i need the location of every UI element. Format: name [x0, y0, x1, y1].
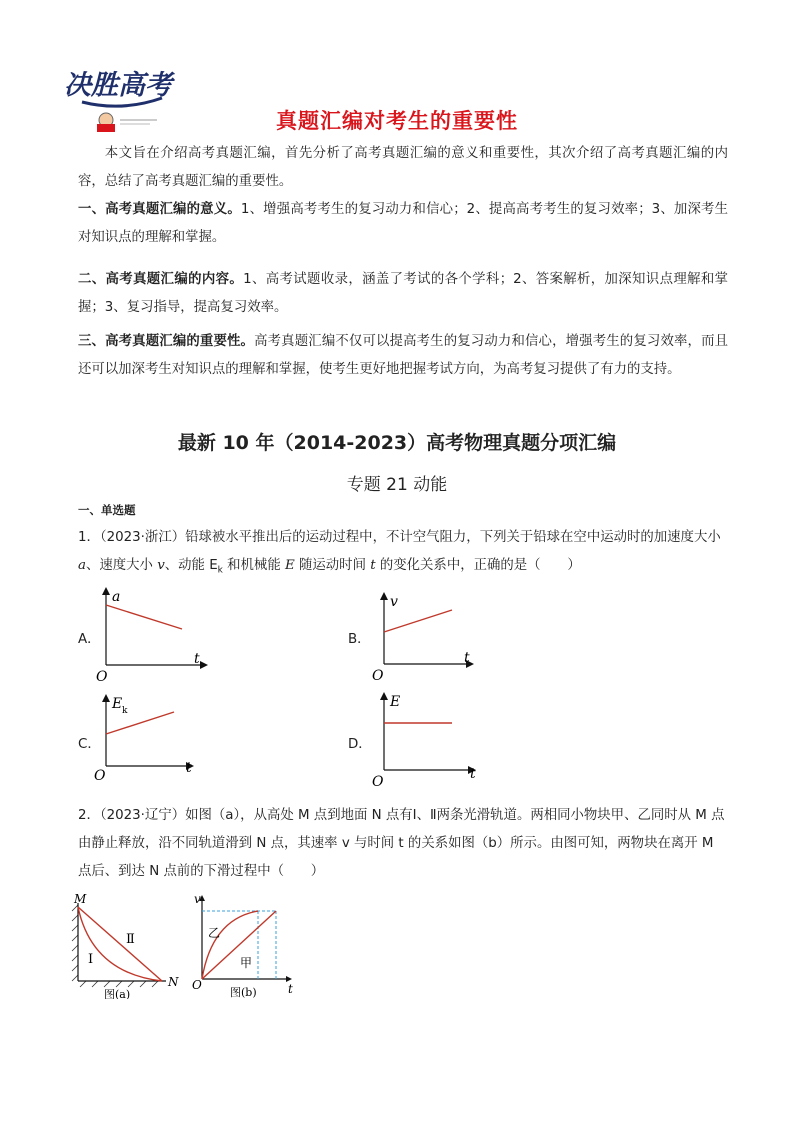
- q1-var-v: v: [157, 558, 165, 573]
- track-1-label: Ⅰ: [88, 952, 94, 967]
- section-content-body: 1、高考试题收录，涵盖了考试的各个学科；2、答案解析，加深知识点理解和掌握；3、复习指导，提高复习效率。: [78, 272, 728, 315]
- option-d-label[interactable]: D．: [348, 737, 372, 752]
- option-b-line: [384, 610, 452, 632]
- option-d-origin: O: [372, 774, 384, 790]
- intro-paragraph: 本文旨在介绍高考真题汇编，首先分析了高考真题汇编的意义和重要性，其次介绍了高考真题汇编的内容，总结了高考真题汇编的重要性。: [78, 146, 728, 189]
- option-c-label[interactable]: C．: [78, 737, 101, 752]
- document-title: 最新 10 年（2014-2023）高考物理真题分项汇编: [177, 432, 617, 454]
- q1-stem-part: 随运动时间: [294, 558, 371, 573]
- section-meaning-head: 一、高考真题汇编的意义。: [78, 202, 241, 217]
- label-jia: 甲: [240, 956, 253, 970]
- option-a-origin: O: [96, 669, 108, 685]
- section-content-head: 二、高考真题汇编的内容。: [78, 272, 244, 287]
- track-2-label: Ⅱ: [126, 932, 135, 947]
- figure-a: [68, 893, 186, 999]
- figure-b-caption: 图(b): [230, 986, 257, 999]
- document-subtitle: 专题 21 动能: [346, 475, 448, 495]
- q1-var-a: a: [78, 558, 86, 573]
- option-b-origin: O: [372, 668, 384, 684]
- option-c-origin: O: [94, 768, 106, 784]
- figure-b-origin: O: [192, 978, 202, 992]
- option-a-ylabel: a: [112, 589, 121, 605]
- option-b-ylabel: v: [390, 594, 398, 610]
- figure-b: [190, 893, 300, 999]
- option-d-graph[interactable]: [370, 690, 485, 790]
- option-a-label[interactable]: A．: [78, 632, 101, 647]
- section-meaning-body: 1、增强高考考生的复习动力和信心；2、提高高考考生的复习效率；3、加深考生对知识点的理解和掌握。: [78, 202, 729, 245]
- point-M-label: M: [74, 893, 87, 906]
- option-b-xlabel: t: [464, 650, 470, 666]
- figure-a-caption: 图(a): [104, 988, 131, 999]
- section-meaning: [78, 196, 728, 252]
- figure-b-v-label: v: [194, 893, 201, 906]
- option-c-ylabel: E: [112, 696, 123, 712]
- q1-var-t: t: [370, 558, 376, 573]
- option-b-label[interactable]: B．: [348, 632, 371, 647]
- option-c-line: [106, 712, 174, 734]
- track-2-line: [78, 907, 162, 981]
- question-2-stem: 2．（2023·辽宁）如图（a），从高处 M 点到地面 N 点有Ⅰ、Ⅱ两条光滑轨道。两相同小物块甲、乙同时从 M 点由静止释放，沿不同轨道滑到 N 点，其速率 v 与时间 t 的关系如图（b）所示。由图可知，两物块在离开 M 点后、到达 N 点前的下滑过程中（ ）: [78, 808, 725, 879]
- label-yi: 乙: [208, 926, 221, 940]
- option-d-xlabel: t: [470, 766, 476, 782]
- q1-stem-part: 的变化关系中，正确的是（ ）: [375, 558, 581, 573]
- q1-sub-k: k: [217, 565, 223, 576]
- option-b-graph[interactable]: [370, 590, 480, 685]
- figure-b-t-label: t: [288, 982, 293, 996]
- option-a-graph[interactable]: [92, 585, 212, 685]
- section-importance: [78, 328, 728, 384]
- intro-title: 真题汇编对考生的重要性: [276, 109, 518, 133]
- q1-stem-part: 、速度大小: [85, 558, 158, 573]
- point-N-label: N: [168, 975, 179, 989]
- section-importance-head: 三、高考真题汇编的重要性。: [78, 334, 255, 349]
- section-heading: 一、单选题: [78, 503, 136, 517]
- option-d-ylabel: E: [390, 694, 401, 710]
- option-a-line: [106, 605, 182, 629]
- q1-var-E: E: [284, 558, 295, 573]
- section-content: [78, 266, 728, 322]
- option-c-ysub: k: [122, 706, 128, 716]
- q1-stem-part: 、动能 E: [164, 558, 218, 573]
- question-1-stem: [78, 524, 728, 585]
- logo-text: 决胜高考: [64, 70, 172, 101]
- q1-stem-part: 和机械能: [222, 558, 285, 573]
- option-c-graph[interactable]: [92, 692, 207, 787]
- option-a-xlabel: t: [194, 651, 200, 667]
- option-c-xlabel: t: [186, 760, 192, 776]
- section-importance-body: 高考真题汇编不仅可以提高考生的复习动力和信心，增强考生的复习效率，而且还可以加深考生对知识点的理解和掌握，使考生更好地把握考试方向，为高考复习提供了有力的支持。: [78, 334, 729, 377]
- q1-stem-part: 1．（2023·浙江）铅球被水平推出后的运动过程中，不计空气阻力，下列关于铅球在空中运动时的加速度大小: [78, 530, 721, 545]
